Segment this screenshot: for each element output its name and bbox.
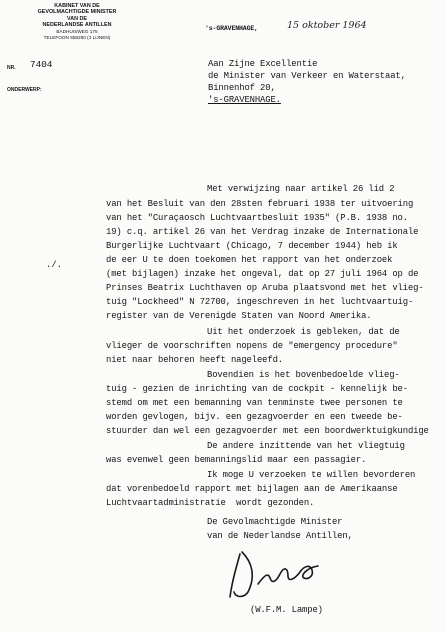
letterhead-line: KABINET VAN DE — [54, 3, 100, 9]
body-line: stuurder dan wel een gezagvoerder met een boordwerktuigkundige — [106, 426, 429, 436]
body-line: tuig "Lockheed" N 72700, ingeschreven in het luchtvaartuig- — [106, 297, 414, 307]
closing-line: De Gevolmachtigde Minister — [207, 517, 343, 527]
letterhead-line: GEVOLMACHTIGDE MINISTER — [37, 9, 117, 16]
body-line: Prinses Beatrix Luchthaven op Aruba plaatsvond met het vlieg- — [106, 283, 424, 293]
letter-number: 7404 — [30, 59, 53, 70]
body-line: Luchtvaartadministratie wordt gezonden. — [106, 498, 315, 508]
signatory-name: (W.F.M. Lampe) — [250, 605, 323, 615]
body-line: dat vorenbedoeld rapport met bijlagen aan de Amerikaanse — [106, 484, 398, 494]
body-line: de eer U te doen toekomen het rapport van het onderzoek — [106, 255, 393, 265]
addressee-line: Aan Zijne Excellentie — [208, 59, 318, 69]
letter-date: 15 oktober 1964 — [287, 20, 367, 31]
handwritten-signature — [222, 542, 332, 602]
body-line: Uit het onderzoek is gebleken, dat de — [207, 327, 400, 337]
body-line: niet naar behoren heeft nageleefd. — [106, 355, 283, 365]
subject-label: ONDERWERP: — [7, 87, 42, 93]
letterhead-phone: TELEFOON 558280 (3 LIJNEN) — [43, 35, 111, 41]
letterhead-line: VAN DE — [67, 15, 87, 22]
body-line: Ik moge U verzoeken te willen bevorderen — [207, 470, 416, 480]
addressee-line: 's-GRAVENHAGE. — [208, 95, 281, 105]
addressee-line: Binnenhof 20, — [208, 83, 276, 93]
body-line: vlieger de voorschriften nopens de "emergency procedure" — [106, 341, 398, 351]
enclosure-mark: ./. — [46, 260, 62, 270]
body-line: Burgerlijke Luchtvaart (Chicago, 7 december 1944) heb ik — [106, 241, 398, 251]
body-line: stemd om met een bemanning van tenminste twee personen te — [106, 398, 403, 408]
body-line: Met verwijzing naar artikel 26 lid 2 — [207, 184, 395, 194]
number-label: NR. — [7, 65, 16, 71]
closing-line: van de Nederlandse Antillen, — [207, 531, 353, 541]
letterhead — [12, 3, 142, 41]
body-line: was evenwel geen bemanningslid maar een passagier. — [106, 455, 367, 465]
body-line: De andere inzittende van het vliegtuig — [207, 441, 405, 451]
body-line: Bovendien is het bovenbedoelde vlieg- — [207, 370, 400, 380]
body-line: van het Besluit van den 28sten februari 1938 ter uitvoering — [106, 199, 414, 209]
letterhead-address: BADHUISWEG 175 — [56, 28, 98, 34]
body-line: tuig - gezien de inrichting van de cockpit - kennelijk be- — [106, 384, 408, 394]
addressee-line: de Minister van Verkeer en Waterstaat, — [208, 71, 406, 81]
body-line: worden gevlogen, bijv. een gezagvoerder en een tweede be- — [106, 412, 403, 422]
place-prefix: 's-GRAVENHAGE, — [205, 25, 258, 32]
body-line: 19) c.q. artikel 26 van het Verdrag inzake de Internationale — [106, 227, 419, 237]
body-line: (met bijlagen) inzake het ongeval, dat op 27 juli 1964 op de — [106, 269, 419, 279]
letterhead-line: NEDERLANDSE ANTILLEN — [42, 22, 112, 29]
body-line: register van de Verenigde Staten van Noord Amerika. — [106, 311, 372, 321]
body-line: van het "Curaçaosch Luchtvaartbesluit 1935" (P.B. 1938 no. — [106, 213, 408, 223]
